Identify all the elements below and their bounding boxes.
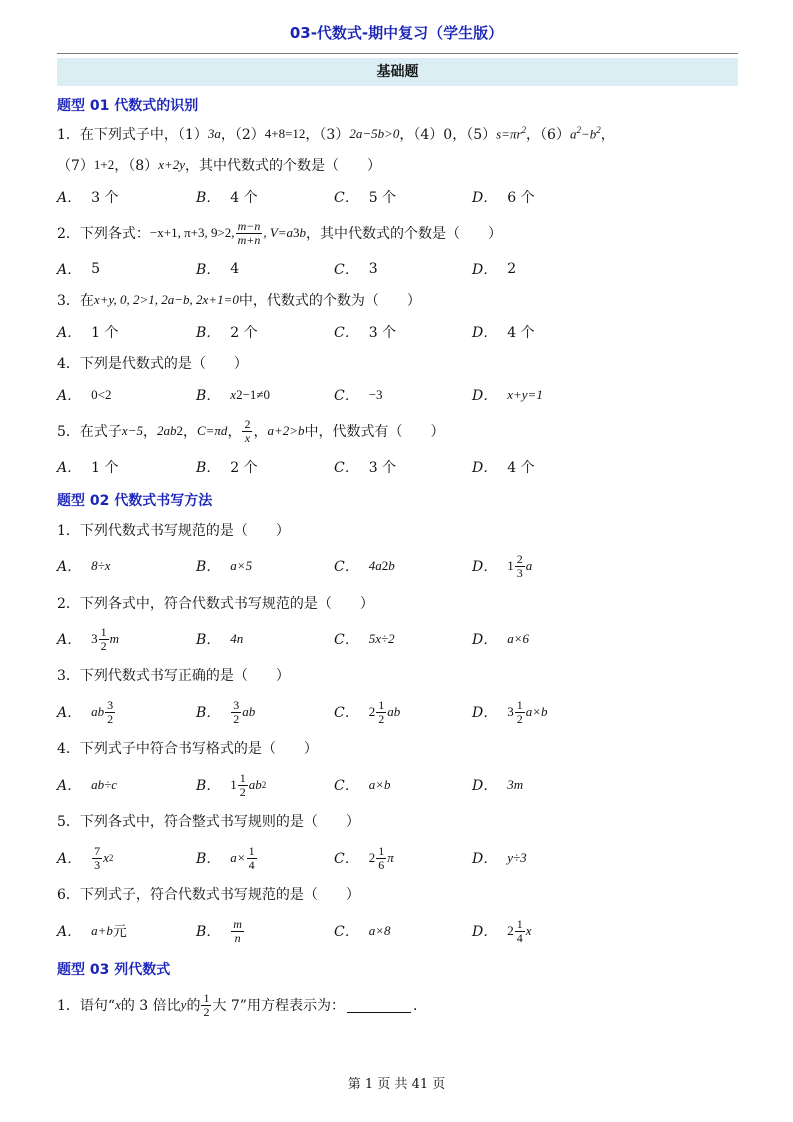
option-b[interactable] bbox=[196, 551, 252, 581]
denominator: 2 bbox=[516, 711, 523, 726]
option-a[interactable] bbox=[57, 916, 127, 946]
s1-q5-stem bbox=[57, 416, 747, 446]
s1-q1-options bbox=[57, 182, 747, 212]
option-label: D． bbox=[472, 190, 498, 206]
section-heading-2: 题型 02 代数式书写方法 bbox=[57, 493, 213, 509]
fraction bbox=[231, 918, 244, 944]
fraction bbox=[92, 845, 102, 871]
superscript: 2 bbox=[576, 125, 581, 136]
math: ab÷c bbox=[91, 777, 118, 792]
math: x bbox=[115, 997, 121, 1012]
math: −1≠0 bbox=[242, 387, 271, 402]
header-rule bbox=[57, 53, 738, 54]
page-title: 03-代数式-期中复习（学生版） bbox=[289, 24, 504, 42]
option-label: B． bbox=[196, 851, 221, 867]
s1-q5-options bbox=[57, 452, 747, 482]
denominator: 6 bbox=[378, 857, 385, 872]
option-b[interactable] bbox=[196, 452, 258, 482]
option-label: A． bbox=[57, 190, 82, 206]
option-c[interactable] bbox=[334, 770, 391, 800]
text: 4．下列式子中符合书写格式的是（ ） bbox=[57, 741, 318, 757]
text: 3．在 bbox=[57, 293, 94, 309]
math: x−5 bbox=[121, 423, 143, 438]
math-base: s=πr bbox=[496, 126, 522, 142]
math: b bbox=[388, 558, 395, 573]
option-label: A． bbox=[57, 851, 82, 867]
option-c[interactable] bbox=[334, 380, 383, 410]
s1-q3-options bbox=[57, 317, 747, 347]
option-a[interactable] bbox=[57, 254, 100, 284]
fraction bbox=[105, 699, 115, 725]
total-pages: 41 bbox=[411, 1077, 429, 1092]
math: a×8 bbox=[368, 923, 391, 938]
math: 3a bbox=[207, 126, 221, 141]
option-text: 5 bbox=[91, 261, 101, 277]
s2-q2-options bbox=[57, 624, 747, 654]
denominator: 3 bbox=[516, 565, 523, 580]
option-b[interactable] bbox=[196, 916, 245, 946]
s2-q4-options bbox=[57, 770, 747, 800]
fraction bbox=[515, 553, 525, 579]
option-d[interactable] bbox=[472, 182, 535, 212]
math: ab bbox=[387, 704, 401, 719]
text: 的 3 倍比 bbox=[120, 998, 181, 1014]
s1-q1-stem-line2 bbox=[57, 150, 747, 180]
option-label: A． bbox=[57, 388, 82, 404]
text: ， bbox=[182, 424, 197, 440]
numerator: 3 bbox=[233, 697, 240, 712]
denominator: x bbox=[244, 430, 251, 445]
option-b[interactable] bbox=[196, 624, 243, 654]
option-d[interactable] bbox=[472, 697, 548, 727]
answer-blank[interactable] bbox=[347, 998, 411, 1013]
numerator: 2 bbox=[516, 551, 523, 566]
s2-q1-options bbox=[57, 551, 747, 581]
option-label: C． bbox=[334, 705, 359, 721]
option-d[interactable] bbox=[472, 551, 532, 581]
math: a+b bbox=[91, 923, 113, 938]
option-b[interactable] bbox=[196, 380, 270, 410]
math: x+y=1 bbox=[507, 387, 543, 402]
option-text: 4 bbox=[230, 261, 240, 277]
denominator: 4 bbox=[516, 930, 523, 945]
denominator: 2 bbox=[239, 784, 246, 799]
numerator: 1 bbox=[378, 843, 385, 858]
text: ， bbox=[227, 424, 242, 440]
mixed-number bbox=[369, 845, 394, 871]
fraction bbox=[238, 772, 248, 798]
mixed-number bbox=[91, 626, 119, 652]
text: 元 bbox=[112, 924, 127, 940]
math-base: ab bbox=[91, 704, 105, 719]
s1-q4-stem bbox=[57, 348, 747, 378]
math: x+y, 0, 2>1, 2a−b, 2x+1=0 bbox=[93, 292, 239, 307]
option-a[interactable] bbox=[57, 624, 119, 654]
option-label: C． bbox=[334, 778, 359, 794]
option-text: 4 个 bbox=[507, 460, 535, 476]
math: 4n bbox=[230, 631, 244, 646]
option-text: 3 个 bbox=[368, 325, 397, 341]
math: m bbox=[109, 631, 120, 646]
option-b[interactable] bbox=[196, 770, 266, 800]
math: a bbox=[525, 558, 533, 573]
fraction bbox=[99, 626, 109, 652]
math: −3 bbox=[368, 387, 383, 402]
option-label: C． bbox=[334, 262, 359, 278]
option-label: B． bbox=[196, 262, 221, 278]
option-d[interactable] bbox=[472, 254, 516, 284]
option-c[interactable] bbox=[334, 317, 396, 347]
option-text: 4 个 bbox=[230, 190, 258, 206]
option-label: A． bbox=[57, 460, 82, 476]
footer-text: 共 bbox=[394, 1077, 408, 1092]
option-label: A． bbox=[57, 924, 82, 940]
section-heading-3: 题型 03 列代数式 bbox=[57, 962, 171, 978]
numerator: m bbox=[233, 916, 242, 931]
option-label: C． bbox=[334, 924, 359, 940]
option-label: C． bbox=[334, 388, 359, 404]
math: a+2>b bbox=[267, 423, 305, 438]
s3-q1-stem bbox=[57, 990, 747, 1020]
text: 4．下列是代数式的是（ ） bbox=[57, 356, 248, 372]
option-label: C． bbox=[334, 851, 359, 867]
math bbox=[91, 845, 113, 871]
math: b bbox=[299, 225, 307, 240]
option-c[interactable] bbox=[334, 843, 394, 873]
footer-text: 页 bbox=[377, 1077, 391, 1092]
option-d[interactable] bbox=[472, 452, 535, 482]
option-label: A． bbox=[57, 705, 82, 721]
option-label: A． bbox=[57, 632, 82, 648]
mixed-number bbox=[369, 699, 401, 725]
option-label: B． bbox=[196, 924, 221, 940]
s1-q4-options bbox=[57, 380, 747, 410]
denominator: 2 bbox=[233, 711, 240, 726]
denominator: 2 bbox=[378, 711, 385, 726]
option-label: B． bbox=[196, 325, 221, 341]
option-text: 6 个 bbox=[507, 190, 535, 206]
option-d[interactable] bbox=[472, 770, 523, 800]
text: 2．下列各式： bbox=[57, 226, 150, 242]
math-base: a bbox=[569, 126, 577, 142]
option-label: B． bbox=[196, 190, 221, 206]
math: a×6 bbox=[507, 631, 530, 646]
text: ，其中代数式的个数是（ ） bbox=[306, 226, 503, 242]
option-label: B． bbox=[196, 705, 221, 721]
fraction bbox=[231, 699, 241, 725]
denominator: 3 bbox=[94, 857, 101, 872]
numerator: 1 bbox=[248, 843, 255, 858]
option-d[interactable] bbox=[472, 843, 527, 873]
option-label: B． bbox=[196, 559, 221, 575]
option-b[interactable] bbox=[196, 697, 255, 727]
option-a[interactable] bbox=[57, 452, 118, 482]
option-b[interactable] bbox=[196, 317, 258, 347]
text: 中，代数式有（ ） bbox=[304, 424, 445, 440]
option-text: 3 bbox=[368, 261, 378, 277]
fraction bbox=[236, 220, 263, 246]
math: 4a bbox=[368, 558, 382, 573]
s2-q3-options bbox=[57, 697, 747, 727]
math: , V=a bbox=[263, 225, 294, 240]
math: a×b bbox=[525, 704, 548, 719]
option-label: D． bbox=[472, 851, 498, 867]
option-d[interactable] bbox=[472, 624, 529, 654]
option-text: 2 个 bbox=[230, 460, 258, 476]
text: ，（8） bbox=[114, 158, 159, 174]
math-base: a× bbox=[230, 850, 246, 865]
option-label: C． bbox=[334, 559, 359, 575]
option-label: D． bbox=[472, 388, 498, 404]
math bbox=[496, 125, 526, 142]
text: （7） bbox=[57, 158, 94, 174]
superscript: 2 bbox=[381, 558, 389, 573]
option-label: D． bbox=[472, 632, 498, 648]
option-a[interactable] bbox=[57, 770, 117, 800]
text: 3．下列代数式书写正确的是（ ） bbox=[57, 668, 290, 684]
option-text: 3 个 bbox=[91, 190, 119, 206]
s1-q3-stem bbox=[57, 285, 747, 315]
s2-q5-stem bbox=[57, 806, 747, 836]
option-label: C． bbox=[334, 460, 359, 476]
numerator: 2 bbox=[244, 416, 251, 431]
option-a[interactable] bbox=[57, 697, 116, 727]
option-label: A． bbox=[57, 559, 82, 575]
denominator: 2 bbox=[100, 638, 107, 653]
whole: 1 bbox=[230, 777, 237, 792]
option-label: D． bbox=[472, 325, 498, 341]
option-a[interactable] bbox=[57, 551, 111, 581]
superscript: 2 bbox=[176, 423, 183, 438]
option-a[interactable] bbox=[57, 843, 113, 873]
page-number: 1 bbox=[364, 1077, 374, 1092]
option-label: B． bbox=[196, 632, 221, 648]
s2-q2-stem bbox=[57, 588, 747, 618]
text: 1．语句“ bbox=[57, 998, 116, 1014]
section-heading-1: 题型 01 代数式的识别 bbox=[57, 98, 199, 114]
mixed-number bbox=[507, 918, 531, 944]
fraction bbox=[247, 845, 257, 871]
option-d[interactable] bbox=[472, 916, 532, 946]
option-label: B． bbox=[196, 460, 221, 476]
option-d[interactable] bbox=[472, 380, 543, 410]
option-text: 4 个 bbox=[507, 325, 535, 341]
s2-q6-stem bbox=[57, 879, 747, 909]
option-a[interactable] bbox=[57, 182, 118, 212]
option-label: A． bbox=[57, 262, 82, 278]
option-label: C． bbox=[334, 325, 359, 341]
option-b[interactable] bbox=[196, 843, 258, 873]
math bbox=[570, 125, 601, 142]
text: ，（4）0，（5） bbox=[399, 127, 497, 143]
whole: 3 bbox=[507, 704, 514, 719]
option-label: D． bbox=[472, 262, 498, 278]
text: ，（2） bbox=[220, 127, 265, 143]
option-label: B． bbox=[196, 388, 221, 404]
math: a×5 bbox=[230, 558, 253, 573]
text: 中，代数式的个数为（ ） bbox=[238, 293, 421, 309]
option-label: D． bbox=[472, 924, 498, 940]
math: x bbox=[103, 850, 109, 865]
text: 2．下列各式中，符合代数式书写规范的是（ ） bbox=[57, 596, 374, 612]
s2-q5-options bbox=[57, 843, 747, 873]
option-b[interactable] bbox=[196, 254, 239, 284]
math: 0<2 bbox=[91, 387, 112, 402]
math-base: −b bbox=[580, 126, 597, 142]
numerator: 1 bbox=[239, 770, 246, 785]
s2-q3-stem bbox=[57, 660, 747, 690]
option-label: D． bbox=[472, 778, 498, 794]
option-label: C． bbox=[334, 632, 359, 648]
option-text: 1 个 bbox=[91, 460, 119, 476]
math: a×b bbox=[368, 777, 391, 792]
whole: 1 bbox=[507, 558, 514, 573]
math: ab bbox=[248, 777, 262, 792]
text: 1．下列代数式书写规范的是（ ） bbox=[57, 523, 290, 539]
superscript: 3 bbox=[293, 225, 300, 240]
math: π bbox=[387, 850, 394, 865]
option-c[interactable] bbox=[334, 916, 391, 946]
fraction bbox=[201, 992, 211, 1018]
text: 6．下列式子，符合代数式书写规范的是（ ） bbox=[57, 887, 360, 903]
option-c[interactable] bbox=[334, 551, 395, 581]
footer-text: 第 bbox=[347, 1077, 361, 1092]
s1-q2-stem bbox=[57, 218, 747, 248]
fraction bbox=[515, 699, 525, 725]
section-banner: 基础题 bbox=[57, 58, 738, 86]
whole: 2 bbox=[368, 704, 376, 719]
math: C=πd bbox=[196, 423, 228, 438]
math: 2ab bbox=[156, 423, 177, 438]
math: 4+8=12 bbox=[264, 126, 306, 141]
option-d[interactable] bbox=[472, 317, 535, 347]
math: 8÷x bbox=[91, 558, 111, 573]
option-text: 2 个 bbox=[230, 325, 258, 341]
mixed-number bbox=[230, 772, 266, 798]
s2-q4-stem bbox=[57, 733, 747, 763]
option-label: D． bbox=[472, 460, 498, 476]
option-c[interactable] bbox=[334, 452, 396, 482]
math: y bbox=[180, 997, 187, 1012]
text: 5．在式子 bbox=[57, 424, 122, 440]
text: ， bbox=[142, 424, 157, 440]
text: ，（3） bbox=[305, 127, 350, 143]
option-text: 1 个 bbox=[91, 325, 119, 341]
text: ，（6） bbox=[526, 127, 570, 143]
superscript: 2 bbox=[108, 853, 114, 863]
numerator: 3 bbox=[107, 697, 114, 712]
whole: 3 bbox=[91, 631, 98, 646]
math: ab bbox=[242, 704, 256, 719]
option-a[interactable] bbox=[57, 380, 111, 410]
s2-q1-stem bbox=[57, 515, 747, 545]
option-text: 2 bbox=[507, 261, 517, 277]
superscript: 2 bbox=[261, 780, 267, 790]
option-label: B． bbox=[196, 778, 221, 794]
numerator: m−n bbox=[237, 218, 261, 233]
numerator: 1 bbox=[516, 697, 523, 712]
option-label: A． bbox=[57, 325, 82, 341]
math: 3m bbox=[507, 777, 524, 792]
text: ，其中代数式的个数是（ ） bbox=[185, 158, 381, 174]
page-footer bbox=[0, 1073, 793, 1092]
math: 5x÷2 bbox=[368, 631, 395, 646]
s1-q1-stem-line1 bbox=[57, 119, 747, 149]
numerator: 1 bbox=[516, 916, 523, 931]
fraction bbox=[515, 918, 525, 944]
whole: 2 bbox=[368, 850, 376, 865]
whole: 2 bbox=[507, 923, 514, 938]
option-a[interactable] bbox=[57, 317, 118, 347]
math bbox=[91, 699, 116, 725]
mixed-number bbox=[507, 553, 532, 579]
fraction bbox=[376, 699, 386, 725]
math: y÷3 bbox=[507, 850, 527, 865]
text: ， bbox=[253, 424, 268, 440]
denominator: 4 bbox=[248, 857, 255, 872]
option-label: A． bbox=[57, 778, 82, 794]
math bbox=[230, 699, 255, 725]
denominator: n bbox=[234, 930, 241, 945]
option-label: D． bbox=[472, 705, 498, 721]
option-c[interactable] bbox=[334, 182, 396, 212]
fraction bbox=[242, 418, 252, 444]
numerator: 1 bbox=[378, 697, 385, 712]
fraction bbox=[376, 845, 386, 871]
math bbox=[230, 845, 257, 871]
denominator: 2 bbox=[203, 1004, 210, 1019]
option-text: 5 个 bbox=[368, 190, 397, 206]
text: ， bbox=[600, 127, 615, 143]
numerator: 1 bbox=[203, 990, 210, 1005]
text: 1．在下列式子中，（1） bbox=[57, 127, 208, 143]
footer-text: 页 bbox=[432, 1077, 446, 1092]
math: x+2y bbox=[158, 157, 185, 172]
s2-q6-options bbox=[57, 916, 747, 946]
denominator: m+n bbox=[237, 232, 261, 247]
option-text: 3 个 bbox=[368, 460, 397, 476]
option-label: D． bbox=[472, 559, 498, 575]
numerator: 7 bbox=[94, 843, 101, 858]
text: 大 7”用方程表示为： bbox=[212, 998, 345, 1014]
math: 2a−5b>0 bbox=[349, 126, 400, 141]
s1-q2-options bbox=[57, 254, 747, 284]
option-c[interactable] bbox=[334, 697, 400, 727]
text: ． bbox=[412, 998, 427, 1014]
text: 5．下列各式中，符合整式书写规则的是（ ） bbox=[57, 814, 360, 830]
math: 1+2 bbox=[93, 157, 115, 172]
option-c[interactable] bbox=[334, 254, 378, 284]
superscript: 2 bbox=[521, 125, 527, 136]
numerator: 1 bbox=[100, 624, 107, 639]
mixed-number bbox=[507, 699, 547, 725]
option-label: C． bbox=[334, 190, 359, 206]
denominator: 2 bbox=[107, 711, 114, 726]
math: x bbox=[230, 387, 237, 402]
superscript: 2 bbox=[236, 387, 243, 402]
math: x bbox=[525, 923, 532, 938]
option-b[interactable] bbox=[196, 182, 258, 212]
superscript: 2 bbox=[596, 125, 601, 136]
text: 的 bbox=[186, 998, 201, 1014]
math: −x+1, π+3, 9>2, bbox=[149, 225, 235, 240]
option-c[interactable] bbox=[334, 624, 395, 654]
